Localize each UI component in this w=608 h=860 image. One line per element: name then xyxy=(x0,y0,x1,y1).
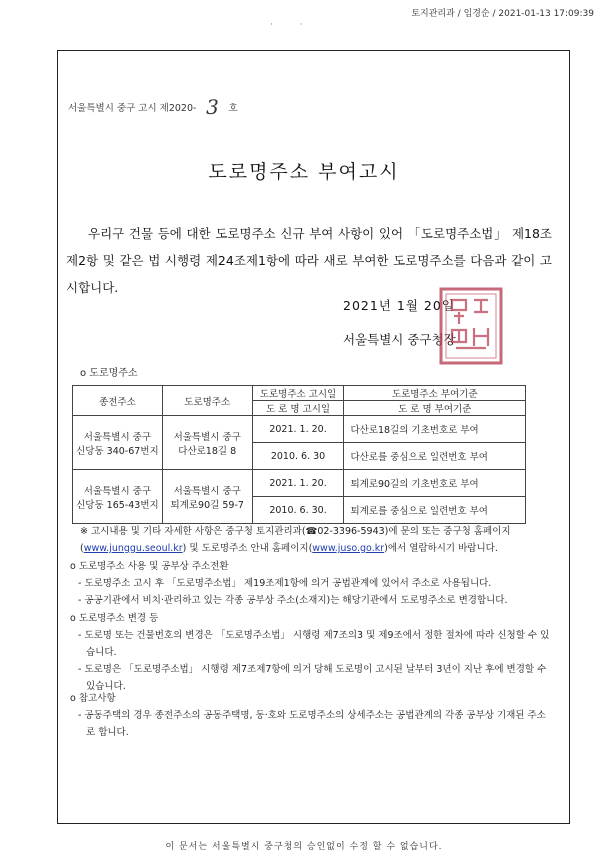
section-heading: o 도로명주소 변경 등 xyxy=(70,613,159,624)
note-text-3: )에서 열람하시기 바랍니다. xyxy=(384,543,498,554)
inquiry-note xyxy=(80,523,552,557)
header-basis: 도로명주소 부여기준 xyxy=(344,386,526,401)
old-address-cell: 서울특별시 중구 신당동 165-43번지 xyxy=(73,470,163,524)
old-address-cell: 서울특별시 중구 신당동 340-67번지 xyxy=(73,416,163,470)
list-item: - 도로명주소 고시 후 「도로명주소법」 제19조제1항에 의거 공법관계에 있어서 주소로 사용됩니다. xyxy=(78,578,492,589)
basis-cell: 퇴계로를 중심으로 일련번호 부여 xyxy=(344,497,526,524)
notice-number-suffix: 호 xyxy=(228,103,238,114)
header-old-address: 종전주소 xyxy=(73,386,163,416)
notice-date-cell: 2010. 6. 30. xyxy=(252,497,344,524)
notice-body-text: 우리구 건물 등에 대한 도로명주소 신규 부여 사항이 있어 「도로명주소법」 제18조 제2항 및 같은 법 시행령 제24조제1항에 따라 새로 부여한 도로명주소를 다음과 같이 고시합니다. xyxy=(66,226,552,295)
note-text-2: ) 및 도로명주소 안내 홈페이지( xyxy=(182,543,313,554)
issuing-agency: 서울특별시 중구청장 xyxy=(343,332,456,347)
notice-date: 2021년 1월 20일 xyxy=(343,298,455,313)
basis-cell: 퇴계로90길의 기초번호로 부여 xyxy=(344,470,526,497)
section-change xyxy=(70,610,550,695)
official-seal-icon xyxy=(438,286,504,366)
list-item: - 도로명은 「도로명주소법」 시행령 제7조제7항에 의거 당해 도로명이 고시된 날부터 3년이 지난 후에 변경할 수 있습니다. xyxy=(78,664,547,692)
basis-cell: 다산로18길의 기초번호로 부여 xyxy=(344,416,526,443)
notice-date-cell: 2021. 1. 20. xyxy=(252,470,344,497)
basis-cell: 다산로를 중심으로 일련번호 부여 xyxy=(344,443,526,470)
note-text-1: ※ 고시내용 및 기타 자세한 사항은 중구청 토지관리과(☎02-3396-5943)에 문의 또는 중구청 홈페이지( xyxy=(80,526,511,554)
header-notice-date-sub: 도 로 명 고시일 xyxy=(252,401,344,416)
section-road-address: o 도로명주소 xyxy=(80,368,138,379)
table-row xyxy=(73,416,526,443)
road-address-cell: 서울특별시 중구 퇴계로90길 59-7 xyxy=(162,470,252,524)
scan-dots: · · xyxy=(270,20,330,30)
section-heading: o 도로명주소 사용 및 공부상 주소전환 xyxy=(70,561,229,572)
section-reference xyxy=(70,690,550,741)
header-notice-date: 도로명주소 고시일 xyxy=(252,386,344,401)
section-usage xyxy=(70,558,550,609)
list-item: - 공동주택의 경우 종전주소의 공동주택명, 동·호와 도로명주소의 상세주소는 공법관계의 각종 공부상 기재된 주소로 합니다. xyxy=(78,710,546,738)
list-item: - 공공기관에서 비치·관리하고 있는 각종 공부상 주소(소재지)는 해당기관에서 도로명주소로 변경합니다. xyxy=(78,595,508,606)
road-address-cell: 서울특별시 중구 다산로18길 8 xyxy=(162,416,252,470)
page-title: 도로명주소 부여고시 xyxy=(208,161,400,183)
header-road-address: 도로명주소 xyxy=(162,386,252,416)
list-item: - 도로명 또는 건물번호의 변경은 「도로명주소법」 시행령 제7조의3 및 제9조에서 정한 절차에 따라 신청할 수 있습니다. xyxy=(78,630,550,658)
junggu-homepage-link[interactable]: www.junggu.seoul.kr xyxy=(83,543,183,554)
address-table xyxy=(72,385,526,524)
section-heading: o 참고사항 xyxy=(70,693,116,704)
notice-number-handwritten: 3 xyxy=(206,95,219,119)
header-stamp: 토지관리과 / 임경순 / 2021-01-13 17:09:39 xyxy=(411,9,594,19)
document-footer: 이 문서는 서울특별시 중구청의 승인없이 수정 할 수 없습니다. xyxy=(165,842,443,852)
notice-number-prefix: 서울특별시 중구 고시 제2020- xyxy=(68,103,197,114)
notice-number xyxy=(68,92,238,119)
notice-date-cell: 2010. 6. 30 xyxy=(252,443,344,470)
table-row xyxy=(73,470,526,497)
notice-date-cell: 2021. 1. 20. xyxy=(252,416,344,443)
header-basis-sub: 도 로 명 부여기준 xyxy=(344,401,526,416)
juso-homepage-link[interactable]: www.juso.go.kr xyxy=(312,543,385,554)
